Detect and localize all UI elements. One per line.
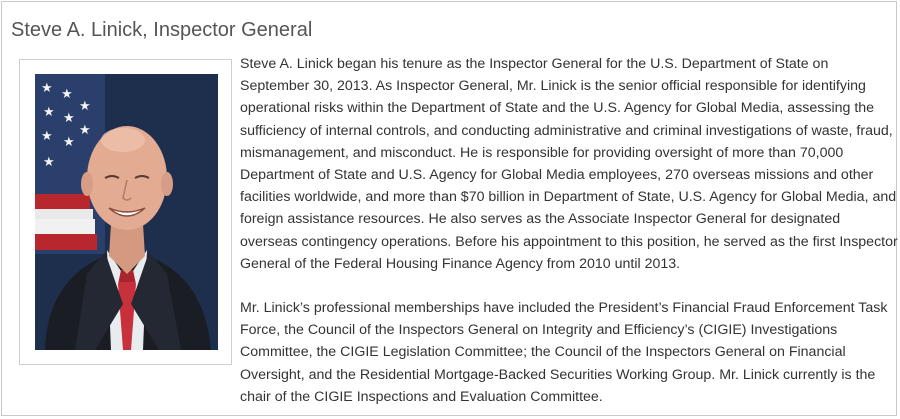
page-title: Steve A. Linick, Inspector General [11, 19, 313, 41]
portrait-frame [19, 59, 232, 365]
portrait-image [35, 74, 218, 350]
svg-text:★: ★ [41, 81, 53, 96]
svg-text:★: ★ [63, 135, 75, 150]
svg-text:★: ★ [79, 99, 91, 114]
profile-panel [1, 1, 897, 416]
svg-text:★: ★ [43, 105, 55, 120]
svg-text:★: ★ [43, 155, 55, 170]
svg-text:★: ★ [79, 123, 91, 138]
bio-paragraph-1: Steve A. Linick began his tenure as the Inspector General for the U.S. Department of State on September 30, 2013. As Inspector General, Mr. Linick is the senior official responsible for identifying operational risks within the Department of State and the U.S. Agency for Global Media, assessing the sufficiency of internal controls, and conducting administrative and criminal investigations of waste, fraud, mismanagement, and misconduct. He is responsible for providing oversight of more than 70,000 Department of State and U.S. Agency for Global Media employees, 270 overseas missions and other facilities worldwide, and more than $70 billion in Department of State, U.S. Agency for Global Media, and foreign assistance resources. He also serves as the Associate Inspector General for designated overseas contingency operations. Before his appointment to this position, he served as the first Inspector General of the Federal Housing Finance Agency from 2010 until 2013. [240, 56, 898, 272]
svg-text:★: ★ [63, 111, 75, 126]
portrait-photo [35, 74, 218, 350]
svg-text:★: ★ [41, 129, 53, 144]
bio-paragraph-2: Mr. Linick’s professional memberships have included the President’s Financial Fraud Enforcement Task Force, the Council of the Inspectors General on Integrity and Efficiency’s (CIGIE) Investigations Committee, the CIGIE Legislation Committee; the Council of the Inspectors General on Financial Oversight, and the Residential Mortgage-Backed Securities Working Group. Mr. Linick currently is the chair of the CIGIE Inspections and Evaluation Committee. [240, 300, 888, 405]
svg-text:★: ★ [61, 87, 73, 102]
